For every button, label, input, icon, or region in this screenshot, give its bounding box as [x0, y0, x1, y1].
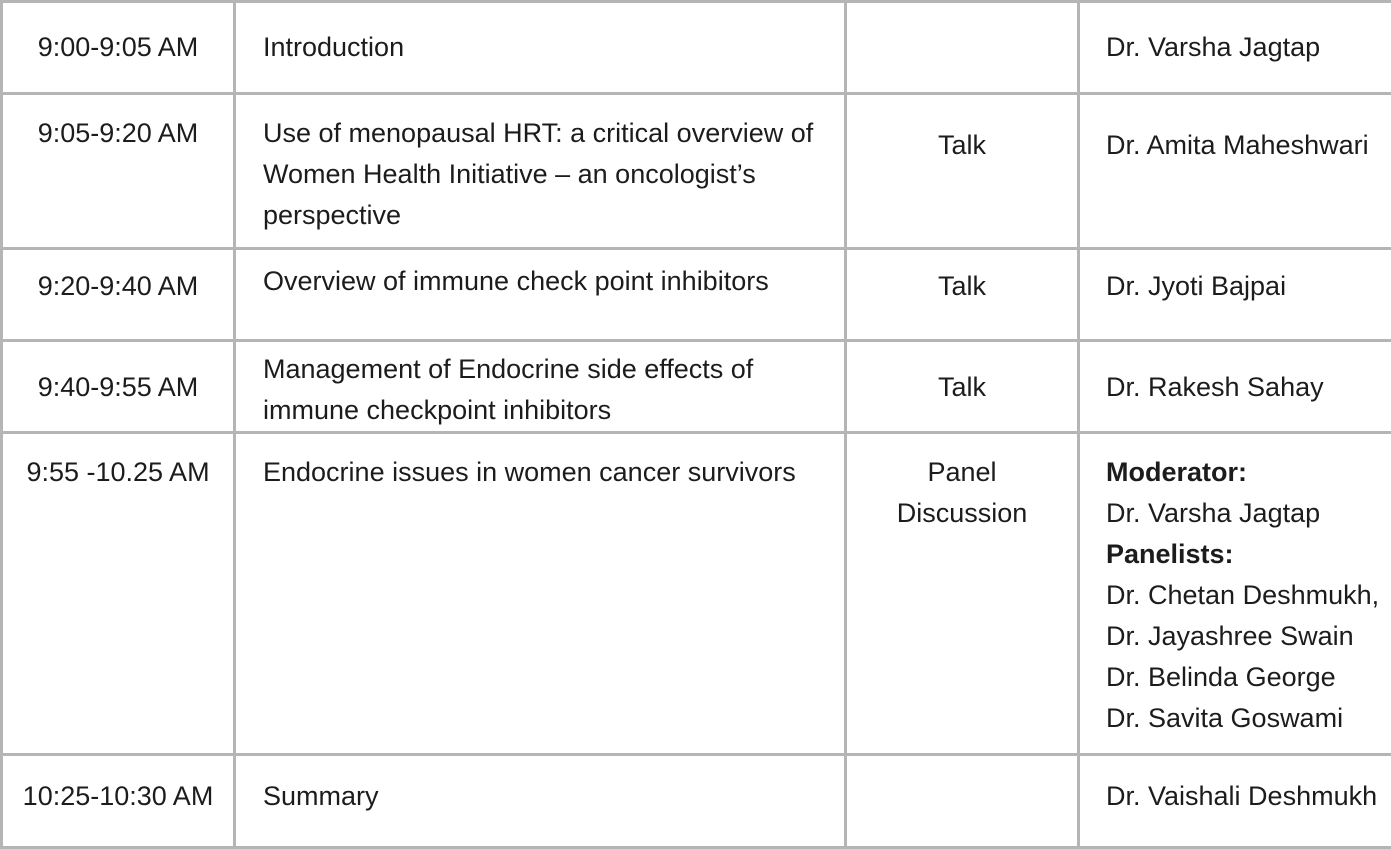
speaker-cell: [1079, 433, 1391, 755]
time-cell: [2, 2, 235, 94]
topic-cell: [235, 433, 846, 755]
type-cell: [846, 2, 1079, 94]
session-topic: Summary: [263, 776, 834, 817]
type-cell: [846, 94, 1079, 249]
time-cell: [2, 433, 235, 755]
session-topic: Overview of immune check point inhibitors: [263, 261, 834, 302]
table-row: [2, 755, 1391, 848]
session-topic: Introduction: [263, 27, 834, 68]
panelist-name: Dr. Belinda George: [1106, 657, 1391, 698]
session-type: Talk: [847, 367, 1077, 408]
type-cell: [846, 249, 1079, 341]
topic-cell: [235, 755, 846, 848]
topic-cell: [235, 249, 846, 341]
table-row: [2, 2, 1391, 94]
session-topic: Management of Endocrine side effects of immune checkpoint inhibitors: [263, 349, 834, 431]
session-time: 9:05-9:20 AM: [3, 113, 233, 154]
type-cell: [846, 341, 1079, 433]
panelist-name: Dr. Chetan Deshmukh,: [1106, 575, 1391, 616]
session-speaker: Dr. Rakesh Sahay: [1106, 367, 1391, 408]
session-time: 9:20-9:40 AM: [3, 266, 233, 307]
session-time: 10:25-10:30 AM: [3, 776, 233, 817]
session-type-line: Panel: [847, 452, 1077, 493]
time-cell: [2, 755, 235, 848]
topic-cell: [235, 2, 846, 94]
table-row: [2, 94, 1391, 249]
panelist-name: Dr. Jayashree Swain: [1106, 616, 1391, 657]
table-row: [2, 341, 1391, 433]
session-type: Talk: [847, 125, 1077, 166]
speaker-cell: [1079, 341, 1391, 433]
moderator-name: Dr. Varsha Jagtap: [1106, 493, 1391, 534]
session-speaker: Dr. Varsha Jagtap: [1106, 27, 1391, 68]
time-cell: [2, 249, 235, 341]
time-cell: [2, 94, 235, 249]
session-speaker: Dr. Amita Maheshwari: [1106, 125, 1391, 166]
type-cell: [846, 755, 1079, 848]
time-cell: [2, 341, 235, 433]
session-time: 9:40-9:55 AM: [3, 367, 233, 408]
session-speaker: Dr. Jyoti Bajpai: [1106, 266, 1391, 307]
session-topic: Use of menopausal HRT: a critical overview of Women Health Initiative – an oncologist’s perspective: [263, 113, 834, 236]
speaker-cell: [1079, 755, 1391, 848]
topic-cell: [235, 94, 846, 249]
session-time: 9:55 -10.25 AM: [3, 452, 233, 493]
moderator-label: Moderator:: [1106, 452, 1391, 493]
session-type-line: Discussion: [847, 493, 1077, 534]
topic-cell: [235, 341, 846, 433]
session-type: Talk: [847, 266, 1077, 307]
panelists-label: Panelists:: [1106, 534, 1391, 575]
speaker-cell: [1079, 94, 1391, 249]
session-speaker: Dr. Vaishali Deshmukh: [1106, 776, 1391, 817]
table-row: [2, 249, 1391, 341]
speaker-cell: [1079, 2, 1391, 94]
panelist-name: Dr. Savita Goswami: [1106, 698, 1391, 739]
table-row: [2, 433, 1391, 755]
session-time: 9:00-9:05 AM: [3, 27, 233, 68]
session-topic: Endocrine issues in women cancer survivors: [263, 452, 834, 493]
type-cell: [846, 433, 1079, 755]
speaker-cell: [1079, 249, 1391, 341]
